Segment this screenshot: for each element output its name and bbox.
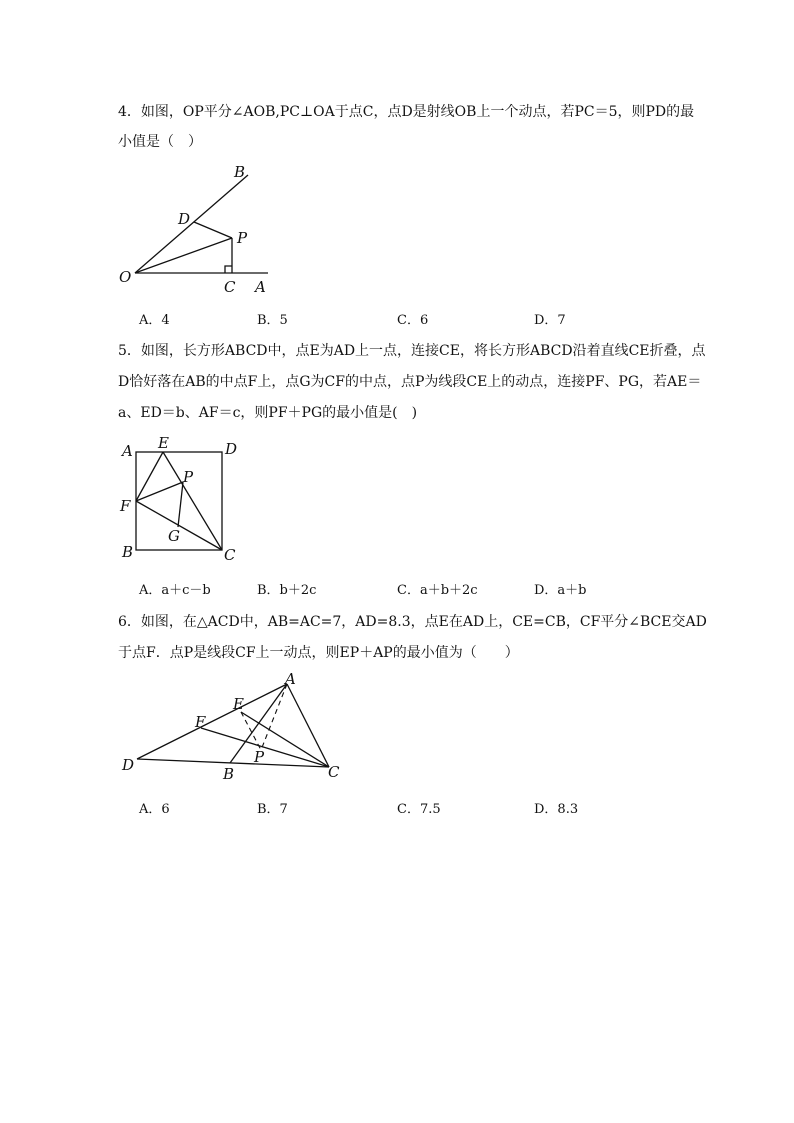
q6-label-f: F [195, 713, 206, 731]
q5-segment-fp [136, 482, 183, 501]
q5-option-a[interactable]: A．a＋c－b [139, 583, 211, 598]
q4-option-d[interactable]: D．7 [534, 313, 566, 328]
q6-option-b[interactable]: B．7 [257, 802, 288, 817]
q6-label-d: D [122, 756, 135, 774]
q5-segment-pg [178, 482, 183, 527]
q5-label-g: G [168, 527, 180, 545]
q6-label-e: E [233, 695, 244, 713]
q6-figure [115, 670, 355, 790]
q4-label-a: A [255, 278, 266, 296]
q6-option-a[interactable]: A．6 [139, 802, 170, 817]
q5-label-b: B [122, 543, 134, 561]
q4-segment-op [135, 238, 232, 273]
q5-label-a: A [122, 442, 133, 460]
q5-option-d[interactable]: D．a＋b [534, 583, 587, 598]
q5-segment-fe [136, 452, 163, 501]
q6-text-line2: 于点F．点P是线段CF上一动点，则EP＋AP的最小值为（ ） [118, 645, 519, 661]
q4-label-p: P [237, 229, 248, 247]
q5-label-p: P [183, 468, 194, 486]
q6-option-c[interactable]: C．7.5 [397, 802, 441, 817]
q5-label-d: D [225, 440, 238, 458]
q6-label-p: P [254, 748, 265, 766]
q4-ray-ob [135, 175, 248, 273]
q4-text-line2: 小值是（ ） [118, 134, 202, 150]
q5-label-c: C [224, 546, 236, 564]
q5-text-line3: a、ED＝b、AF＝c，则PF＋PG的最小值是( ) [118, 405, 418, 421]
q5-figure [110, 430, 250, 570]
q4-option-b[interactable]: B．5 [257, 313, 288, 328]
q6-dashed-ap [261, 684, 287, 750]
q4-label-c: C [224, 278, 236, 296]
q4-right-angle-mark [225, 266, 232, 273]
q6-option-d[interactable]: D．8.3 [534, 802, 579, 817]
q4-option-c[interactable]: C．6 [397, 313, 429, 328]
q6-label-b: B [223, 765, 235, 783]
q4-label-b: B [234, 163, 246, 181]
q4-segment-pd [194, 222, 232, 238]
q6-segment-fc [201, 728, 329, 767]
q6-label-c: C [328, 763, 340, 781]
q4-option-a[interactable]: A．4 [139, 313, 170, 328]
q5-label-f: F [120, 497, 131, 515]
q4-figure [110, 155, 290, 300]
q5-text-line1: 5．如图，长方形ABCD中，点E为AD上一点，连接CE，将长方形ABCD沿着直线CE折叠，点 [118, 343, 706, 359]
q5-label-e: E [158, 434, 169, 452]
q4-label-o: O [119, 268, 132, 286]
q5-option-c[interactable]: C．a＋b＋2c [397, 583, 478, 598]
q4-text-line1: 4．如图，OP平分∠AOB,PC⊥OA于点C，点D是射线OB上一个动点，若PC＝5，则PD的最 [118, 104, 695, 120]
q6-text-line1: 6．如图，在△ACD中，AB=AC=7，AD=8.3，点E在AD上，CE=CB，CF平分∠BCE交AD [118, 614, 707, 630]
q5-text-line2: D恰好落在AB的中点F上，点G为CF的中点，点P为线段CE上的动点，连接PF、PG，若AE＝ [118, 374, 702, 390]
q4-label-d: D [178, 210, 191, 228]
q6-label-a: A [285, 670, 296, 688]
q5-option-b[interactable]: B．b＋2c [257, 583, 317, 598]
